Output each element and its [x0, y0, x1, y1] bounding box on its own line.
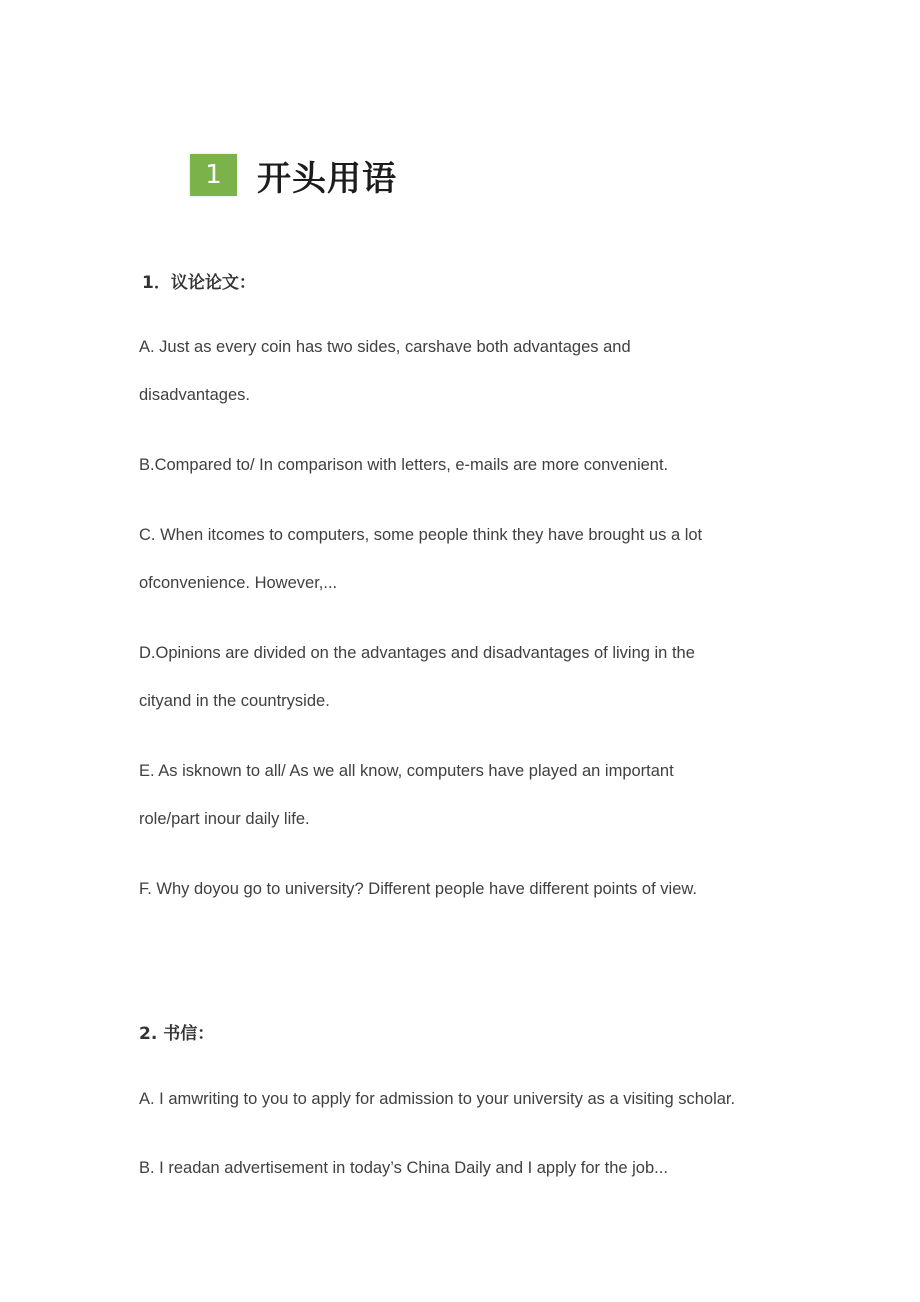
sentence-line: F. Why doyou go to university? Different people have different points of view. — [139, 880, 697, 898]
chapter-heading — [190, 154, 397, 199]
sentence-line: A. Just as every coin has two sides, carshave both advantages and — [139, 338, 631, 356]
sentence-line: C. When itcomes to computers, some people think they have brought us a lot — [139, 526, 703, 544]
sentence-line: disadvantages. — [139, 386, 250, 404]
sentence-line: role/part inour daily life. — [139, 810, 310, 828]
sentence-line: D.Opinions are divided on the advantages and disadvantages of living in the — [139, 644, 695, 662]
sentence-line: E. As isknown to all/ As we all know, computers have played an important — [139, 762, 674, 780]
sentence-line: B. I readan advertisement in today’s China Daily and I apply for the job... — [139, 1159, 668, 1177]
sentence-line: B.Compared to/ In comparison with letters, e-mails are more convenient. — [139, 456, 669, 474]
chapter-title: 开头用语 — [257, 158, 397, 199]
sentence-line: cityand in the countryside. — [139, 692, 330, 710]
sentence-line: A. I amwriting to you to apply for admission to your university as a visiting scholar. — [139, 1090, 736, 1108]
chapter-number-badge: 1 — [190, 154, 237, 196]
sentence-line: ofconvenience. However,... — [139, 574, 338, 592]
section-title-argumentative: 1．议论论文： — [142, 273, 256, 293]
section-title-letters: 2. 书信： — [139, 1024, 215, 1044]
